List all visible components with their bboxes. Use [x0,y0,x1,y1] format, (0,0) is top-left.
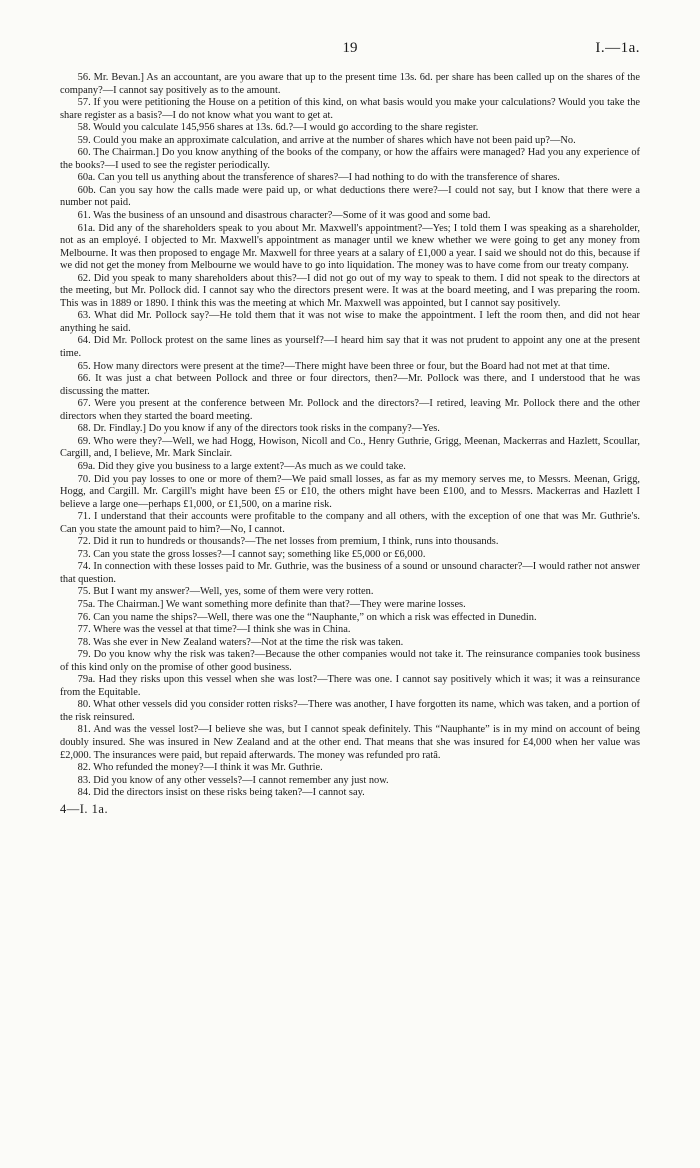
paragraph: 68. Dr. Findlay.] Do you know if any of the directors took risks in the company?—Yes. [77,423,440,435]
paragraph: 77. Where was the vessel at that time?—I think she was in China. [77,624,351,636]
paragraph-list [60,72,640,800]
paragraph: 80. What other vessels did you consider rotten risks?—There was another, I have forgotten its name, which was taken, and a portion of the risk reinsured. [60,699,640,723]
paragraph: 74. In connection with these losses paid to Mr. Guthrie, was the business of a sound or unsound character?—I would rather not answer that question. [60,561,640,585]
paragraph: 71. I understand that their accounts were profitable to the company and all others, with the exception of one that was Mr. Guthrie's. Can you state the amount paid to him?—No, I cannot. [60,511,640,535]
signature-mark: 4—I. 1a. [60,801,109,816]
paragraph: 67. Were you present at the conference between Mr. Pollock and the directors?—I retired, leaving Mr. Pollock there and the other directors when they started the board meeting. [60,398,640,422]
paragraph: 75. But I want my answer?—Well, yes, some of them were very rotten. [77,586,374,598]
paragraph: 65. How many directors were present at the time?—There might have been three or four, but the Board had not met at that time. [77,360,610,372]
paragraph: 66. It was just a chat between Pollock and three or four directors, then?—Mr. Pollock was there, and I understood that he was discussing the matter. [60,373,640,397]
paragraph: 62. Did you speak to many shareholders about this?—I did not go out of my way to speak to them. I did not speak to the directors at the meeting, but Mr. Pollock did. I cannot say who the directors present were. It was at the board meeting, and I was preparing the room. This was in 1889 or 1890. I think this was the meeting at which Mr. Maxwell was appointed, but I cannot say positively. [60,272,640,309]
paragraph: 75a. The Chairman.] We want something more definite than that?—They were marine losses. [77,598,466,610]
paragraph: 64. Did Mr. Pollock protest on the same lines as yourself?—I heard him say that it was not prudent to appoint any one at the present time. [60,335,640,360]
paragraph: 57. If you were petitioning the House on a petition of this kind, on what basis would you make your calculations? Would you take the share register as a basis?—I do not know what you want to get at. [60,97,640,121]
document-body [60,72,640,817]
paragraph: 79a. Had they risks upon this vessel when she was lost?—There was one. I cannot say positively which it was; it was a reinsurance from the Equitable. [60,674,640,698]
paragraph: 72. Did it run to hundreds or thousands?—The net losses from premium, I think, runs into thousands. [77,536,499,548]
paragraph: 82. Who refunded the money?—I think it was Mr. Guthrie. [77,762,323,774]
page-header [60,40,640,60]
paragraph: 69a. Did they give you business to a large extent?—As much as we could take. [77,460,406,472]
paragraph: 60b. Can you say how the calls made were paid up, or what deductions there were?—I could not say, but I know that there were a number not paid. [60,184,640,209]
paragraph: 81. And was the vessel lost?—I believe she was, but I cannot speak definitely. This “Nauphante” is in my mind on account of being doubly insured. She was insured in New Zealand and at the other end. That means that she was insured for £4,000 when her value was £2,000. The insurances were paid, but repaid afterwards. The money was refunded pro ratâ. [60,724,640,761]
paragraph: 59. Could you make an approximate calculation, and arrive at the number of shares which have not been paid up?—No. [77,134,576,146]
paragraph: 78. Was she ever in New Zealand waters?—Not at the time the risk was taken. [77,636,404,648]
paragraph: 63. What did Mr. Pollock say?—He told them that it was not wise to make the appointment. I left the room then, and did not hear anything he said. [60,310,640,334]
paragraph: 60. The Chairman.] Do you know anything of the books of the company, or how the affairs were managed? Had you any experience of the books?—I used to see the register periodically. [60,147,640,171]
document-reference: I.—1a. [595,40,640,56]
paragraph: 60a. Can you tell us anything about the transference of shares?—I had nothing to do with the transference of shares. [77,172,560,184]
paragraph: 56. Mr. Bevan.] As an accountant, are you aware that up to the present time 13s. 6d. per share has been called up on the shares of the company?—I cannot say positively as to the amount. [60,72,640,96]
paragraph: 84. Did the directors insist on these risks being taken?—I cannot say. [77,787,365,799]
paragraph: 58. Would you calculate 145,956 shares at 13s. 6d.?—I would go according to the share register. [77,122,479,134]
paragraph: 73. Can you state the gross losses?—I cannot say; something like £5,000 or £6,000. [77,548,426,560]
page-number: 19 [342,40,358,56]
paragraph: 69. Who were they?—Well, we had Hogg, Howison, Nicoll and Co., Henry Guthrie, Grigg, Meenan, Mackerras and Hazlett, Scoullar, Cargill, and, I believe, Mr. Mark Sinclair. [60,435,640,460]
paragraph: 76. Can you name the ships?—Well, there was one the “Nauphante,” on which a risk was effected in Dunedin. [77,611,537,623]
paragraph: 70. Did you pay losses to one or more of them?—We paid small losses, as far as my memory serves me, to Messrs. Meenan, Grigg, Hogg, and Cargill. Mr. Cargill's might have been £5 or £10, the others might have been £100, and to Messrs. Mackerras and Hazlett I believe a large one—perhaps £1,000, or £1,500, on a marine risk. [60,473,640,510]
paragraph: 79. Do you know why the risk was taken?—Because the other companies would not take it. The reinsurance companies took business of this kind only on the promise of other good business. [60,649,640,673]
paragraph: 61a. Did any of the shareholders speak to you about Mr. Maxwell's appointment?—Yes; I told them I was speaking as a shareholder, not as an employé. I objected to Mr. Maxwell's appointment as manager until we knew whether we were going to get any money from Melbourne. It was then proposed to engage Mr. Maxwell for three years at a salary of £1,000 a year. I said we should not do this, because if we did not get the money from Melbourne we would have to go into liquidation. The money was to have come from our treaty company. [60,222,640,272]
paragraph: 61. Was the business of an unsound and disastrous character?—Some of it was good and some bad. [77,210,491,222]
paragraph: 83. Did you know of any other vessels?—I cannot remember any just now. [77,774,389,786]
